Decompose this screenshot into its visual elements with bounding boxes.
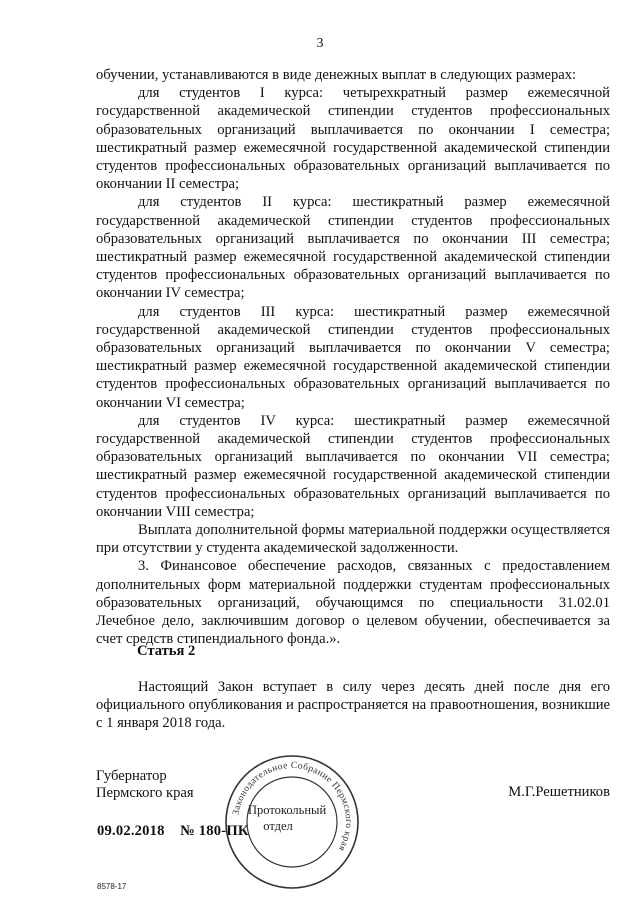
paragraph: для студентов IV курса: шестикратный размер ежемесячной государственной академической стипендии студентов профессиональных образовательных организаций выплачивается по окончании VII семестра; шестикратный размер ежемесячной государственной академической стипендии студентов профессиональных образовательных организаций выплачивается по окончании VIII семестра; <box>96 412 610 520</box>
article-heading: Статья 2 <box>137 643 196 659</box>
paragraph: Выплата дополнительной формы материальной поддержки осуществляется при отсутствии у студента академической задолженности. <box>96 522 610 557</box>
stamp-inner-line: отдел <box>263 819 293 833</box>
document-code: 8578-17 <box>97 882 127 891</box>
stamp-inner-line: Протокольный <box>248 803 327 817</box>
paragraph: для студентов II курса: шестикратный размер ежемесячной государственной академической стипендии студентов профессиональных образовательных организаций выплачивается по окончании III семестра; шестикратный размер ежемесячной государственной академической стипендии студентов профессиональных образовательных организаций выплачивается по окончании IV семестра; <box>96 194 610 302</box>
document-number: № 180-ПК <box>180 823 249 839</box>
paragraph: для студентов III курса: шестикратный размер ежемесячной государственной академической стипендии студентов профессиональных образовательных организаций выплачивается по окончании V семестра; шестикратный размер ежемесячной государственной академической стипендии студентов профессиональных образовательных организаций выплачивается по окончании VI семестра; <box>96 303 610 411</box>
signatory-title-line: Пермского края <box>96 785 194 801</box>
article-text: Настоящий Закон вступает в силу через десять дней после дня его официального опубликования и распространяется на правоотношения, возникшие с 1 января 2018 года. <box>96 679 610 732</box>
signatory-title-line: Губернатор <box>96 768 167 784</box>
page-number: 3 <box>316 36 324 51</box>
stamp-ring-text: Законодательное Собрание Пермского края <box>231 760 354 853</box>
stamp-inner-text <box>248 802 327 850</box>
document-date: 09.02.2018 <box>97 823 165 839</box>
document-body <box>96 66 610 649</box>
paragraph: обучении, устанавливаются в виде денежных выплат в следующих размерах: <box>96 67 577 83</box>
signatory-name: М.Г.Решетников <box>508 784 610 800</box>
signatory-title <box>96 768 194 802</box>
paragraph: 3. Финансовое обеспечение расходов, связанных с предоставлением дополнительных форм материальной поддержки студентам профессиональных образовательных организаций, обучающимся по специальности 31.02.01 Лечебное дело, заключившим договор о целевом обучении, обеспечивается за счет средств стипендиального фонда.». <box>96 558 610 648</box>
paragraph: для студентов I курса: четырехкратный размер ежемесячной государственной академической стипендии студентов профессиональных образовательных организаций выплачивается по окончании I семестра; шестикратный размер ежемесячной государственной академической стипендии студентов профессиональных образовательных организаций выплачивается по окончании II семестра; <box>96 85 610 193</box>
